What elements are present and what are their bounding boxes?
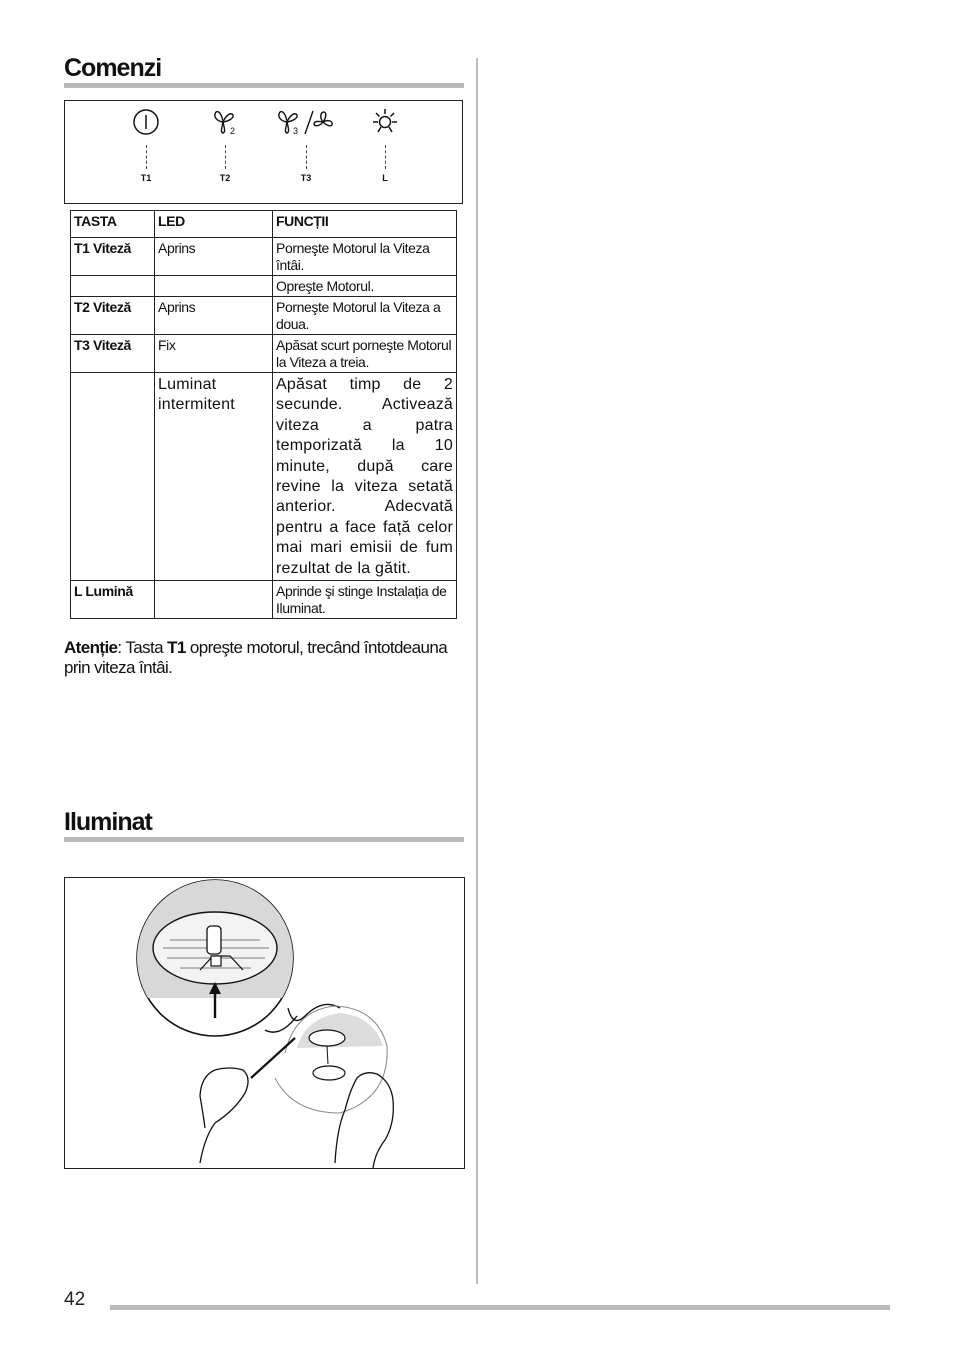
section-title-lighting: Iluminat [64, 808, 464, 842]
column-header: FUNCȚII [273, 211, 457, 238]
table-row [71, 276, 457, 297]
lamp-replacement-illustration [64, 877, 465, 1169]
control-label: T3 [300, 173, 312, 183]
note-text: opreşte motorul, trecând întotdeauna prin viteza întâi. [64, 638, 448, 677]
power-icon [131, 107, 161, 137]
section-title-controls: Comenzi [64, 54, 464, 88]
control-t2 [200, 107, 250, 183]
key-cell: T1 Viteză [71, 238, 155, 276]
table-row [71, 581, 457, 619]
key-cell: T3 Viteză [71, 335, 155, 373]
column-divider [476, 58, 478, 1284]
fan-speed-2-icon [208, 107, 242, 137]
function-cell: Opreşte Motorul. [273, 276, 457, 297]
control-t1 [121, 107, 171, 183]
function-cell: Porneşte Motorul la Viteza întâi. [273, 238, 457, 276]
lamp-illustration-drawing [65, 878, 464, 1168]
column-header: TASTA [71, 211, 155, 238]
led-cell [155, 276, 273, 297]
control-label: L [382, 173, 388, 183]
footer-rule [110, 1305, 890, 1310]
light-bulb-icon [370, 107, 400, 137]
control-label: T2 [219, 173, 231, 183]
led-cell [155, 581, 273, 619]
note-text: : Tasta [117, 638, 168, 657]
function-cell: Apăsat scurt porneşte Motorul la Viteza a treia. [273, 335, 457, 373]
function-cell: Apăsat timp de 2 secunde. Activează viteza a patra temporizată la 10 minute, după care revine la viteza setată anterior. Adecvată pentru a face față celor mai mari emisii de fum rezultat de la gătit. [273, 373, 457, 581]
control-l [360, 107, 410, 183]
led-cell: Aprins [155, 297, 273, 335]
function-cell: Aprinde şi stinge Instalația de Iluminat. [273, 581, 457, 619]
function-cell: Porneşte Motorul la Viteza a doua. [273, 297, 457, 335]
svg-text:3: 3 [293, 126, 299, 136]
svg-text:2: 2 [230, 126, 236, 136]
column-header: LED [155, 211, 273, 238]
led-cell: Aprins [155, 238, 273, 276]
note-key: T1 [167, 638, 186, 657]
key-cell: T2 Viteză [71, 297, 155, 335]
control-panel-diagram [64, 100, 463, 204]
table-row [71, 335, 457, 373]
control-t3 [279, 107, 333, 183]
key-cell [71, 373, 155, 581]
table-row [71, 297, 457, 335]
controls-table [70, 210, 457, 619]
key-cell [71, 276, 155, 297]
key-cell: L Lumină [71, 581, 155, 619]
control-label: T1 [140, 173, 152, 183]
led-cell: Luminat intermitent [155, 373, 273, 581]
attention-note [64, 638, 464, 678]
fan-speed-3-icon [275, 107, 337, 137]
table-row [71, 238, 457, 276]
note-label: Atenție [64, 638, 118, 657]
page-number: 42 [64, 1289, 86, 1310]
led-cell: Fix [155, 335, 273, 373]
table-row [71, 373, 457, 581]
table-header-row [71, 211, 457, 238]
